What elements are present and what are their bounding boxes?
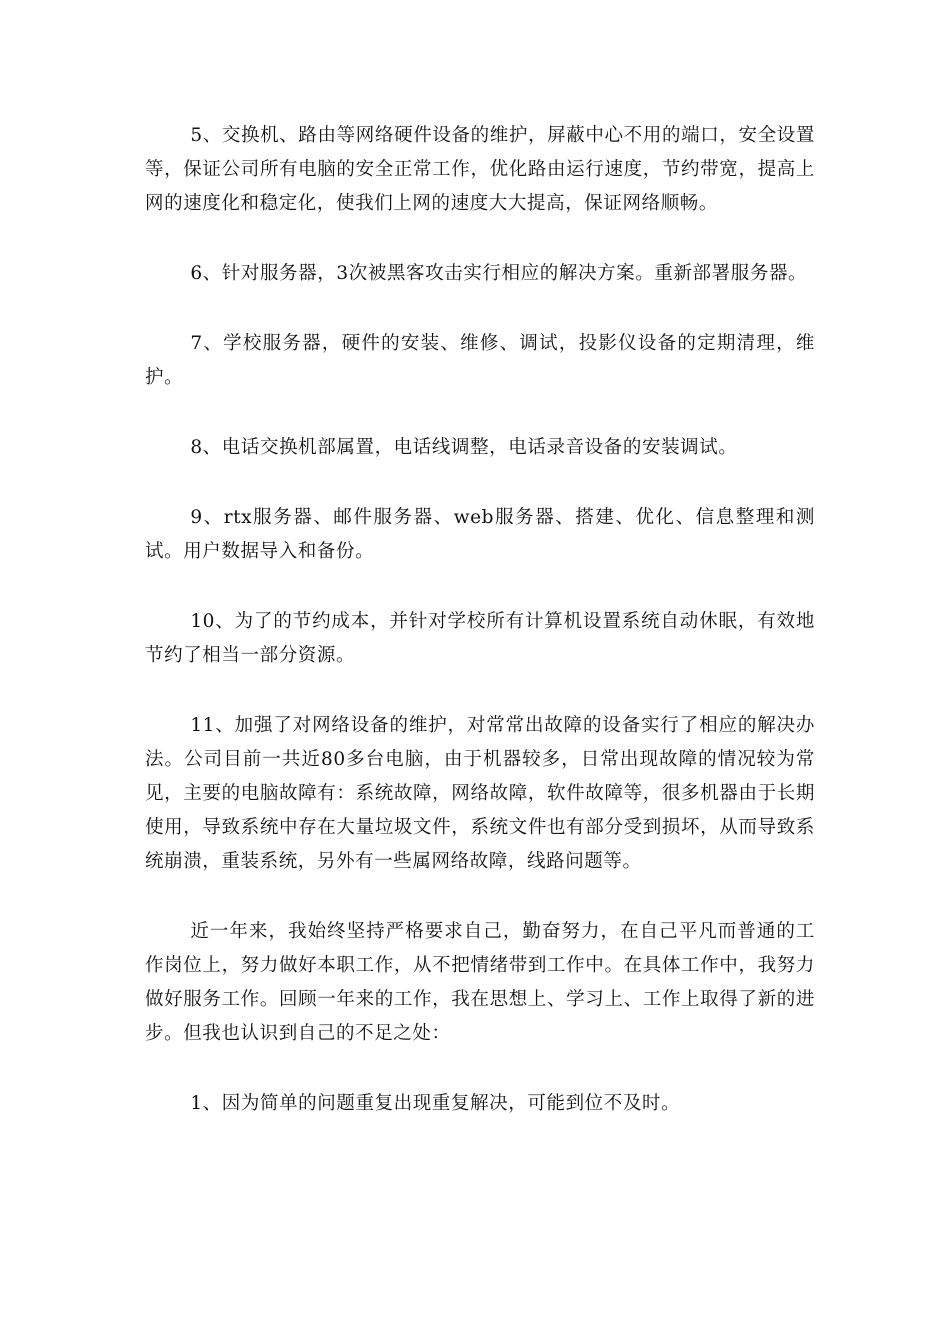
paragraph-item-5: 5、交换机、路由等网络硬件设备的维护，屏蔽中心不用的端口，安全设置等，保证公司所有电脑的安全正常工作，优化路由运行速度，节约带宽，提高上网的速度化和稳定化，使我们上网的速度大大提高，保证网络顺畅。 — [145, 125, 815, 214]
document-body — [145, 119, 815, 1121]
paragraph-item-8: 8、电话交换机部属置，电话线调整，电话录音设备的安装调试。 — [190, 437, 738, 458]
paragraph-shortcoming-1: 1、因为简单的问题重复出现重复解决，可能到位不及时。 — [190, 1093, 681, 1114]
paragraph-item-9: 9、rtx服务器、邮件服务器、web服务器、搭建、优化、信息整理和测试。用户数据导入和备份。 — [145, 507, 815, 562]
paragraph-item-10: 10、为了的节约成本，并针对学校所有计算机设置系统自动休眠，有效地节约了相当一部分资源。 — [145, 611, 815, 666]
paragraph-summary: 近一年来，我始终坚持严格要求自己，勤奋努力，在自己平凡而普通的工作岗位上，努力做好本职工作，从不把情绪带到工作中。在具体工作中，我努力做好服务工作。回顾一年来的工作，我在思想上、学习上、工作上取得了新的进步。但我也认识到自己的不足之处： — [145, 921, 815, 1044]
paragraph-item-6: 6、针对服务器，3次被黑客攻击实行相应的解决方案。重新部署服务器。 — [190, 263, 808, 284]
paragraph-item-7: 7、学校服务器，硬件的安装、维修、调试，投影仪设备的定期清理，维护。 — [145, 333, 815, 388]
paragraph-item-11: 11、加强了对网络设备的维护，对常常出故障的设备实行了相应的解决办法。公司目前一共近80多台电脑，由于机器较多，日常出现故障的情况较为常见，主要的电脑故障有：系统故障，网络故障，软件故障等，很多机器由于长期使用，导致系统中存在大量垃圾文件，系统文件也有部分受到损坏，从而导致系统崩溃，重装系统，另外有一些属网络故障，线路问题等。 — [145, 715, 815, 872]
